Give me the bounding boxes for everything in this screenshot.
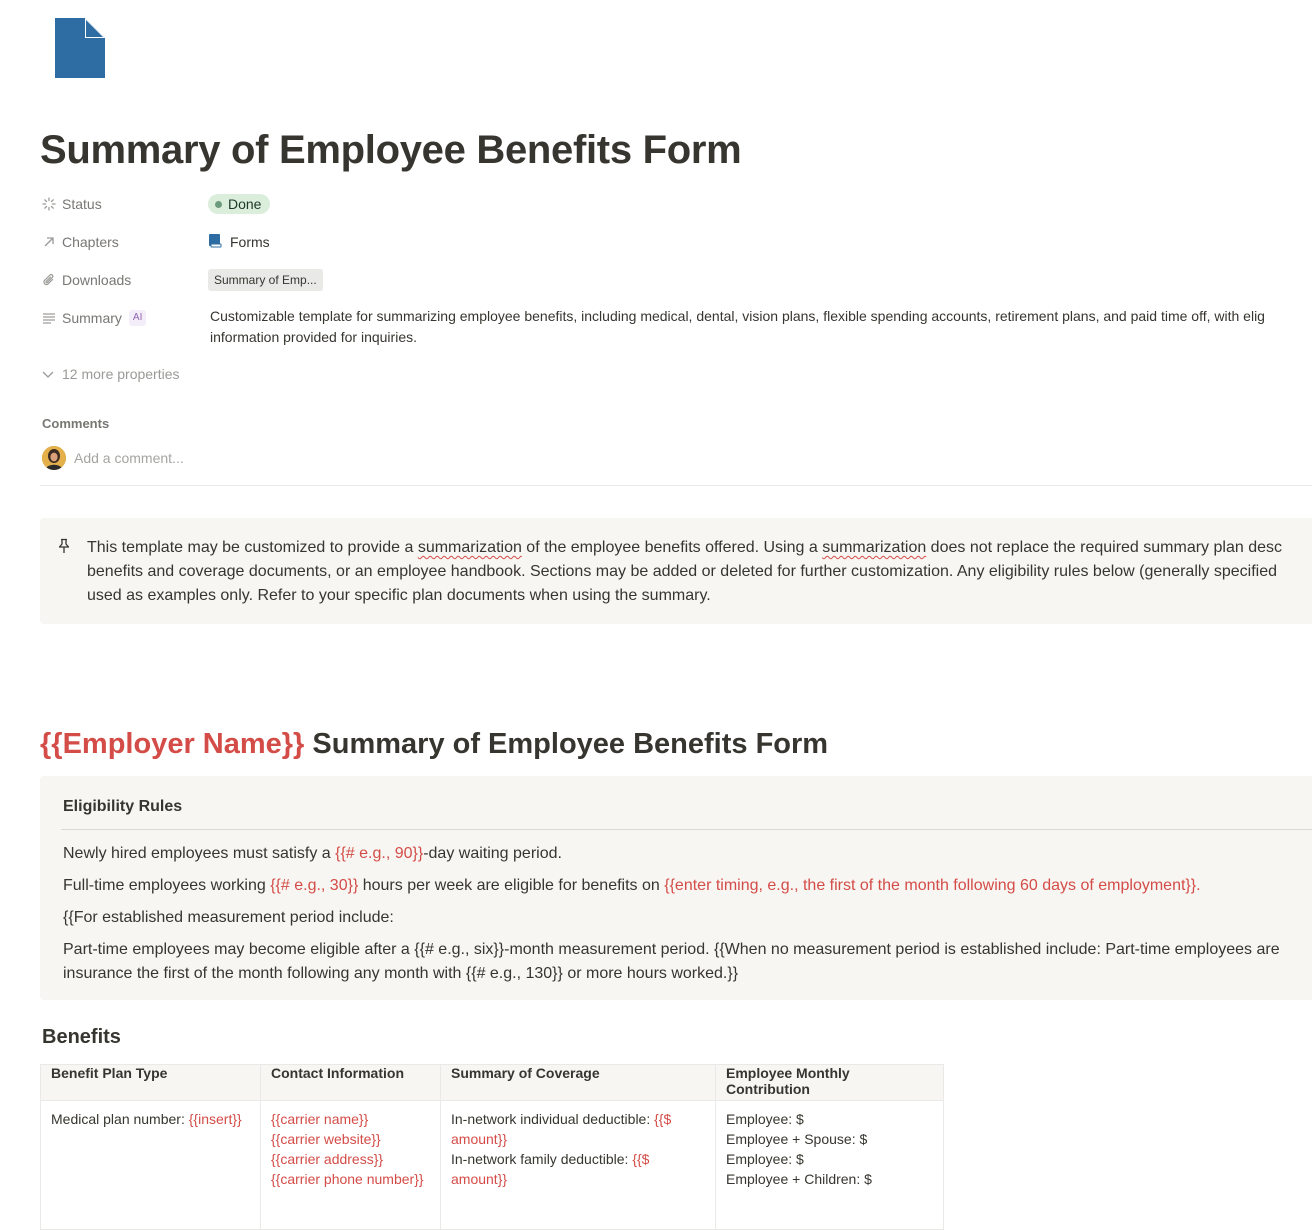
table-cell[interactable]: [716, 1101, 944, 1230]
chevron-down-icon: [42, 366, 54, 382]
cell-line: Employee + Spouse: $: [726, 1131, 868, 1147]
property-status: [40, 191, 270, 217]
eligibility-block: [40, 776, 1312, 1000]
placeholder-text: amount}}: [451, 1171, 508, 1187]
eligibility-line[interactable]: Part-time employees may become eligible after a {{# e.g., six}}-month measurement period. {{When no measurement period is established include: Part-time employees are: [63, 941, 1280, 958]
property-label-status[interactable]: [40, 195, 208, 213]
comment-composer[interactable]: [42, 446, 184, 470]
more-properties-toggle[interactable]: [42, 366, 180, 382]
cell-line: [451, 1149, 705, 1169]
cell-text: In-network family deductible:: [451, 1151, 633, 1167]
summary-line: information provided for inquiries.: [210, 329, 417, 345]
text-run: hours per week are eligible for benefits on: [358, 877, 665, 894]
eligibility-line[interactable]: [63, 874, 1201, 898]
callout-text-run: of the employee benefits offered. Using a: [521, 539, 823, 556]
comments-heading: Comments: [42, 416, 110, 431]
placeholder-text: amount}}: [451, 1131, 508, 1147]
text-run: Full-time employees working: [63, 877, 271, 894]
property-label-text: Downloads: [62, 272, 132, 288]
placeholder-text: {{# e.g., 90}}: [335, 845, 424, 862]
column-header[interactable]: Contact Information: [261, 1065, 441, 1101]
cell-line: Employee: $: [726, 1111, 804, 1127]
property-chapters: [40, 229, 270, 255]
section-heading[interactable]: [40, 728, 828, 761]
paperclip-icon: [40, 271, 58, 289]
page-title[interactable]: Summary of Employee Benefits Form: [40, 128, 742, 172]
divider: [61, 829, 1312, 830]
text-run: Newly hired employees must satisfy a: [63, 845, 336, 862]
placeholder-text: {{# e.g., 30}}: [270, 877, 359, 894]
callout-line: benefits and coverage documents, or an employee handbook. Sections may be added or deleted for further customization. Any eligibility rules below (generally specified: [87, 563, 1278, 580]
callout-line: used as examples only. Refer to your specific plan documents when using the summary.: [87, 587, 711, 604]
cell-line: {{carrier website}}: [271, 1131, 381, 1147]
book-icon: [208, 233, 222, 251]
avatar: [42, 446, 66, 470]
divider: [40, 485, 1312, 486]
property-downloads: [40, 267, 323, 293]
cell-line: [451, 1109, 705, 1129]
arrow-up-right-icon: [40, 233, 58, 251]
cell-line: Employee + Children: $: [726, 1171, 872, 1187]
eligibility-line[interactable]: [63, 842, 562, 866]
summary-value[interactable]: [210, 306, 1312, 348]
placeholder-text: {{enter timing, e.g., the first of the month following 60 days of employment}}.: [664, 877, 1201, 894]
eligibility-line[interactable]: insurance the first of the month following any month with {{# e.g., 130}} or more hours worked.}}: [63, 965, 739, 982]
table-cell[interactable]: [261, 1101, 441, 1230]
placeholder-text: {{$: [632, 1151, 650, 1167]
property-label-text: Summary: [62, 310, 122, 326]
cell-text: Medical plan number:: [51, 1111, 189, 1127]
property-summary: [40, 305, 208, 331]
text-run: -day waiting period.: [423, 845, 562, 862]
spellcheck-word: summarization: [417, 539, 522, 556]
cell-text: In-network individual deductible:: [451, 1111, 655, 1127]
property-label-downloads[interactable]: [40, 271, 208, 289]
benefits-heading[interactable]: Benefits: [42, 1026, 121, 1048]
callout-text[interactable]: [87, 536, 1312, 608]
column-header[interactable]: Summary of Coverage: [441, 1065, 716, 1101]
status-spinner-icon: [40, 195, 58, 213]
pin-icon[interactable]: [57, 538, 71, 559]
cell-line: {{carrier address}}: [271, 1151, 384, 1167]
table-header-row: [41, 1065, 944, 1101]
property-label-chapters[interactable]: [40, 233, 208, 251]
property-label-text: Chapters: [62, 234, 119, 250]
download-file-chip[interactable]: Summary of Emp...: [208, 269, 323, 291]
column-header[interactable]: Benefit Plan Type: [41, 1065, 261, 1101]
eligibility-title[interactable]: Eligibility Rules: [63, 798, 183, 815]
property-label-text: Status: [62, 196, 102, 212]
table-cell[interactable]: [441, 1101, 716, 1230]
property-label-summary[interactable]: [40, 309, 208, 327]
cell-line: Employee: $: [726, 1151, 804, 1167]
callout: [40, 518, 1312, 624]
table-row: [41, 1101, 944, 1230]
cell-line: {{carrier phone number}}: [271, 1171, 424, 1187]
callout-line: [87, 536, 1312, 560]
employer-name-placeholder: {{Employer Name}}: [40, 728, 305, 760]
callout-text-run: does not replace the required summary plan desc: [926, 539, 1282, 556]
more-properties-label: 12 more properties: [62, 366, 180, 382]
spellcheck-word: summarization: [822, 539, 927, 556]
placeholder-text: {{$: [654, 1111, 672, 1127]
text-lines-icon: [40, 309, 58, 327]
status-value: Done: [228, 196, 262, 212]
summary-line: Customizable template for summarizing employee benefits, including medical, dental, vision plans, flexible spending accounts, retirement plans, and paid time off, with elig: [210, 308, 1265, 324]
cell-line: {{carrier name}}: [271, 1111, 369, 1127]
status-dot: [215, 201, 222, 208]
placeholder-text: {{insert}}: [188, 1111, 242, 1127]
callout-text-run: This template may be customized to provide a: [87, 539, 418, 556]
eligibility-line[interactable]: {{For established measurement period include:: [63, 909, 394, 926]
ai-badge: AI: [129, 310, 146, 326]
column-header[interactable]: Employee Monthly Contribution: [716, 1065, 944, 1101]
benefits-table: [40, 1064, 944, 1230]
comment-input[interactable]: Add a comment...: [74, 450, 184, 466]
chapter-link-forms[interactable]: [208, 233, 270, 251]
status-badge[interactable]: [208, 194, 270, 214]
chapter-link-label: Forms: [230, 234, 270, 250]
document-icon[interactable]: [55, 18, 105, 78]
table-cell[interactable]: [41, 1101, 261, 1230]
section-heading-text: Summary of Employee Benefits Form: [304, 728, 829, 760]
